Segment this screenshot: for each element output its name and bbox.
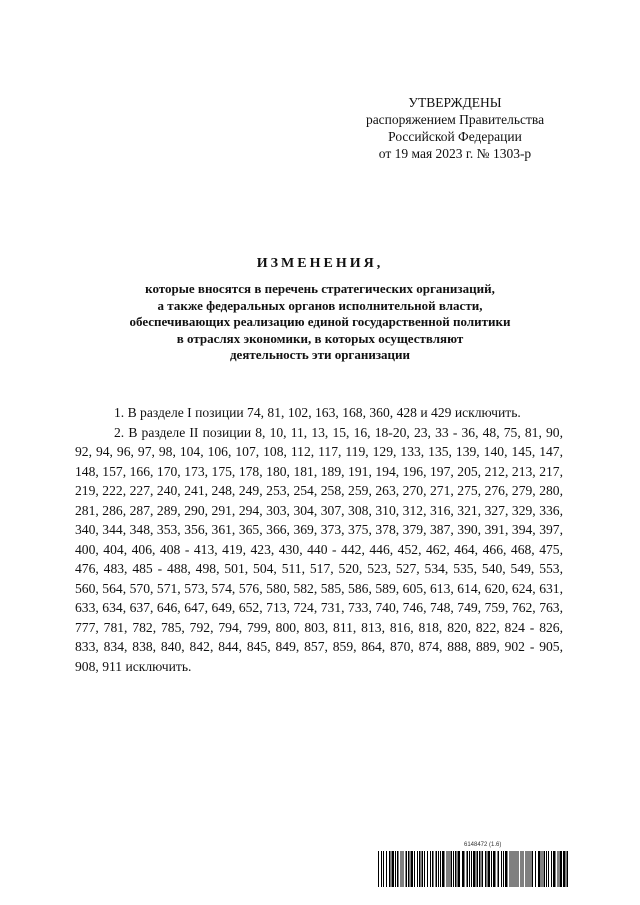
document-body [75, 403, 563, 676]
document-subtitle [40, 281, 600, 364]
barcode-label: 6148472 (1.6) [464, 842, 502, 848]
document-title: ИЗМЕНЕНИЯ, [256, 256, 384, 271]
approval-issuer-country: Российской Федерации [388, 129, 522, 144]
subtitle-line: а также федеральных органов исполнительной власти, [157, 297, 483, 313]
approval-heading: УТВЕРЖДЕНЫ [408, 95, 502, 110]
subtitle-line: обеспечивающих реализацию единой государственной политики [129, 314, 511, 329]
subtitle-line: в отраслях экономики, в которых осуществляют [176, 330, 464, 346]
subtitle-line: деятельность эти организации [229, 347, 411, 362]
approval-date-number: от 19 мая 2023 г. № 1303-р [378, 146, 532, 161]
barcode-image [378, 851, 568, 887]
approval-issuer: распоряжением Правительства [365, 112, 545, 127]
paragraph-section-2: 2. В разделе II позиции 8, 10, 11, 13, 15, 16, 18-20, 23, 33 - 36, 48, 75, 81, 90, 92, 94, 96, 97, 98, 104, 106, 107, 108, 112, 117, 119, 129, 133, 135, 139, 140, 145, 147, 148, 157, 166, 170, 173, 175, 178, 180, 181, 189, 191, 194, 196, 197, 205, 212, 213, 217, 219, 222, 227, 240, 241, 248, 249, 253, 254, 258, 259, 263, 270, 271, 275, 276, 279, 280, 281, 286, 287, 289, 290, 291, 294, 303, 304, 307, 308, 310, 312, 316, 321, 327, 329, 336, 340, 344, 348, 353, 356, 361, 365, 366, 369, 373, 375, 378, 379, 387, 390, 391, 394, 397, 400, 404, 406, 408 - 413, 419, 423, 430, 440 - 442, 446, 452, 462, 464, 466, 468, 475, 476, 483, 485 - 488, 498, 501, 504, 511, 517, 520, 523, 527, 534, 535, 540, 549, 553, 560, 564, 570, 571, 573, 574, 576, 580, 582, 585, 586, 589, 605, 613, 614, 620, 624, 631, 633, 634, 637, 646, 647, 649, 652, 713, 724, 731, 733, 740, 746, 748, 749, 759, 762, 763, 777, 781, 782, 785, 792, 794, 799, 800, 803, 811, 813, 816, 818, 820, 822, 824 - 826, 833, 834, 838, 840, 842, 844, 845, 849, 857, 859, 864, 870, 874, 888, 889, 902 - 905, 908, 911 исключить. [75, 424, 563, 674]
subtitle-line: которые вносятся в перечень стратегических организаций, [145, 281, 495, 296]
paragraph-section-1: 1. В разделе I позиции 74, 81, 102, 163, 168, 360, 428 и 429 исключить. [114, 405, 521, 420]
approval-stamp [340, 94, 570, 162]
